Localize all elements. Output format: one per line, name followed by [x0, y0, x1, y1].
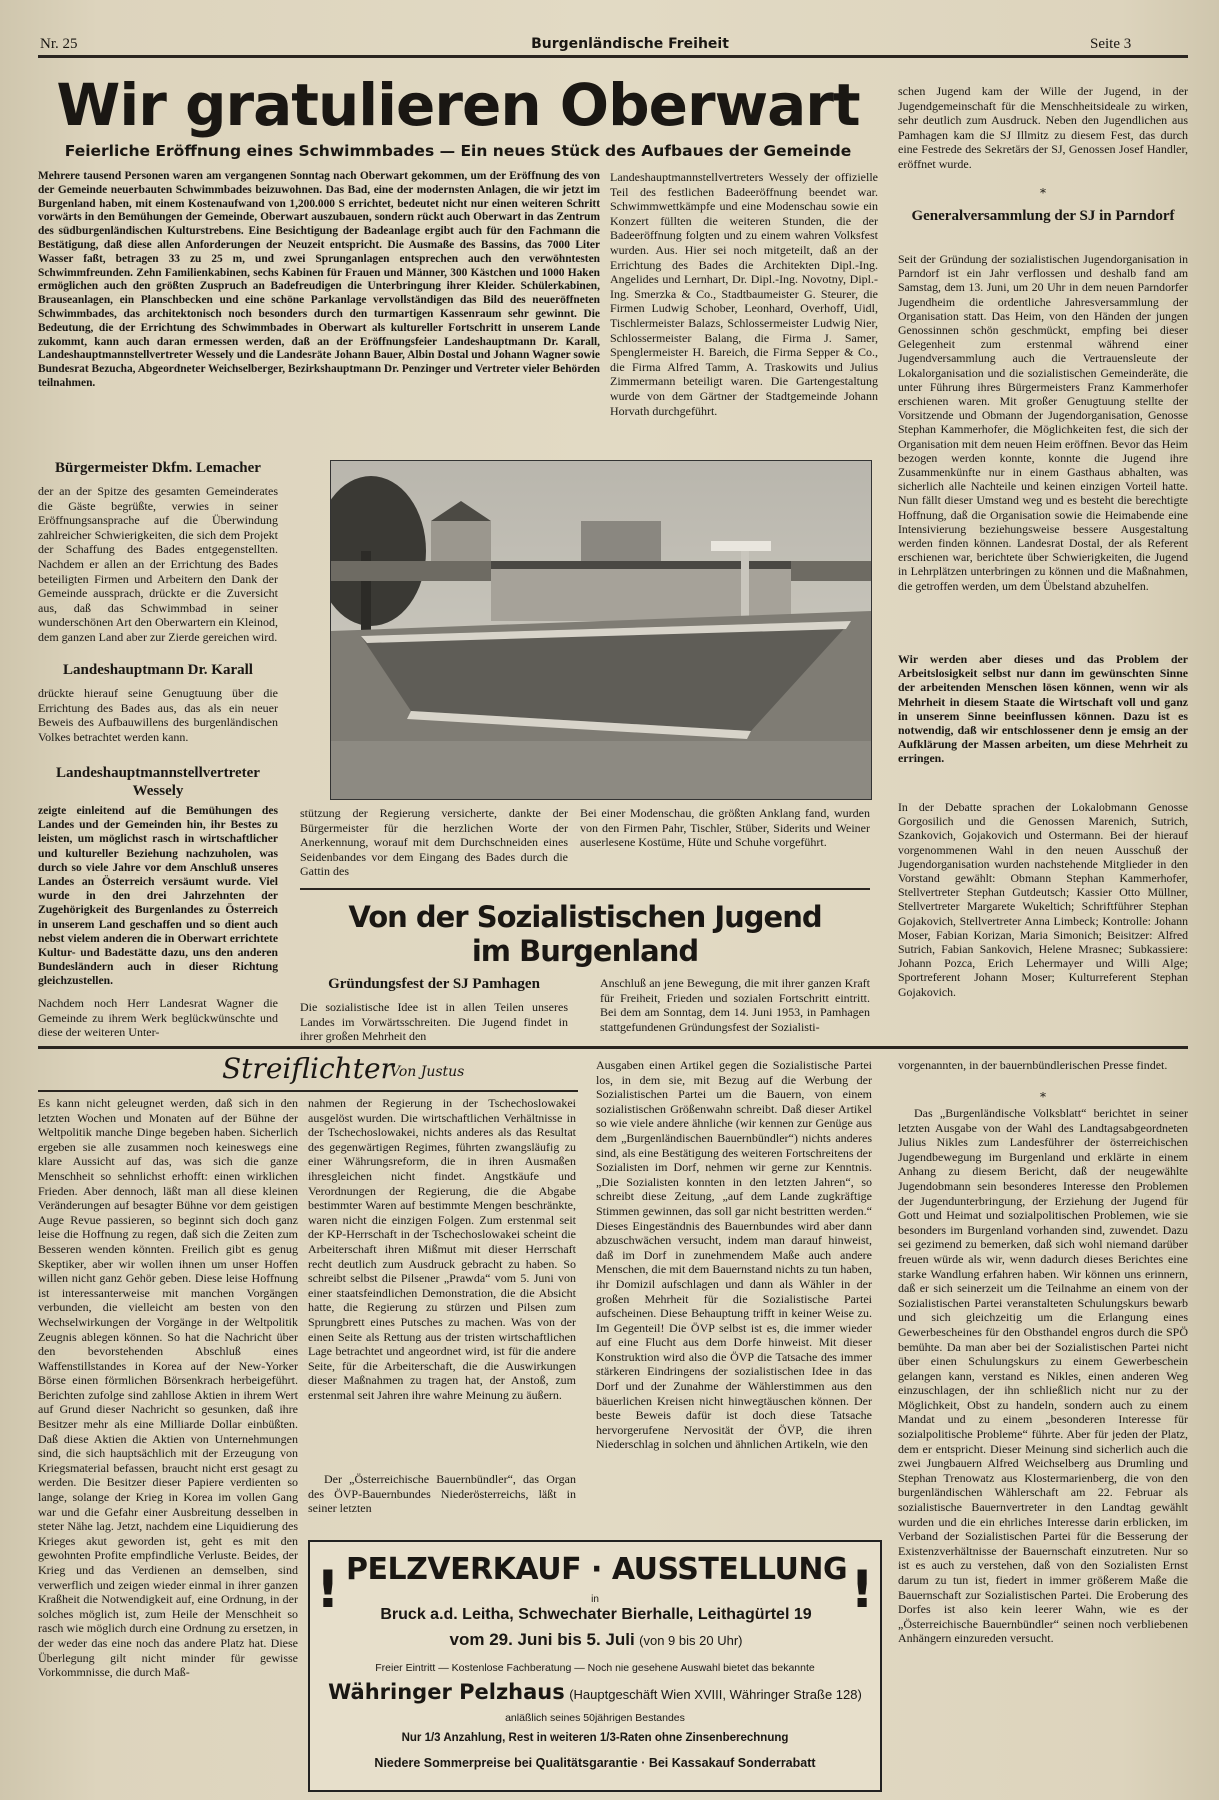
text-deputy: zeigte einleitend auf die Bemühungen des Landes und der Gemeinden hin, ihr Bestes zu leisten, um möglichst rasch in wirtschaftlicher und kultureller Beziehung nachzuholen, was durch so viele Jahre vor dem Anschluß unseres Landes an Österreich versäumt wurde. Viel wurde in den drei Jahrzehnten der Zugehörigkeit des Burgenlandes zu Österreich in unserem Land geschaffen und so dient auch nebst vielem anderen die in Oberwart errichtete Kultur- und Badestätte dazu, uns den anderen Bundesländern auch in dieser Richtung gleichzustellen.	[38, 804, 278, 988]
column-text-3: Ausgaben einen Artikel gegen die Sozialistische Partei los, in dem sie, mit Bezug auf die Werbung der Sozialistischen Partei um die Bauern, von einem sozialistischen Größenwahn schreibt. Daß dieser Artikel so wie viele andere ähnliche (wir kennen zur Genüge aus dem „Burgenländischen Bauernbündler“) nichts anderes sind, als eine Bestätigung des weiteren Fortschreitens der Sozialisten im Dorf, nehmen wir gerne zur Kenntnis. „Die Sozialisten konnten in den letzten Jahren“, so schreibt diese Zeitung, „auf dem Lande zugkräftige Stimmen gewinnen, das soll gar nicht bestritten werden.“ Dieses Eingeständnis des Bauernbundes wird aber dann abzuschwächen versucht, indem man darauf hinweist, daß im Dorf in zunehmendem Maße auch andere Menschen, die mit dem Bauernstand nichts zu tun haben, ihr Domizil aufschlagen und dann als Wähler in der großen Mehrheit für die Sozialistische Partei aufscheinen. Diese Behauptung trifft in keiner Weise zu. Im Gegenteil! Die ÖVP selbst ist es, die immer wieder auf eine Flucht aus dem Dorfe hinweist. Mit dieser Konstruktion wird also die ÖVP die Tatsache des immer stärkeren Eindringens der sozialistischen Idee in das Dorf und der Zunahme der Wählerstimmen aus den bäuerlichen Kreisen nicht hinwegtäuschen können. Der beste Beweis dafür ist doch diese Tatsache hervorgerufene Nervosität der ÖVP, die ihren Niederschlag in solchen und ähnlichen Artikeln, wie den	[596, 1058, 872, 1452]
column-title: Streiflichter	[222, 1052, 394, 1085]
article-headline: Wir gratulieren Oberwart	[56, 71, 860, 139]
ad-exclaim-right: !	[850, 1560, 874, 1620]
text-mayor: der an der Spitze des gesamten Gemeinderates die Gäste begrüßte, verwies in seiner Eröffnungsansprache auf die Überwindung zahlreicher Schwierigkeiten, die sich dem Projekt der Schaffung des Bades entgegenstellten. Nachdem er allen an der Errichtung des Bades beteiligten Firmen und Arbeitern den Dank der Gemeinde aussprach, drückte er die Zuversicht aus, daß das Schwimmbad in seiner wunderschönen Art den Oberwartern ein Kleinod, dem ganzen Land aber zur Zierde gereichen wird.	[38, 484, 278, 644]
subhead-mayor: Bürgermeister Dkfm. Lemacher	[55, 460, 261, 476]
article2-subhead: Gründungsfest der SJ Pamhagen	[328, 976, 540, 992]
masthead-title: Burgenländische Freiheit	[531, 36, 729, 52]
article2-headline-line1: Von der Sozialistischen Jugend	[348, 900, 822, 934]
ad-anniversary: anläßlich seines 50jährigen Bestandes	[505, 1712, 685, 1724]
text-under-photo-left: stützung der Regierung versicherte, dankte der Bürgermeister für die herzlichen Worte der Anerkennung, worauf mit dem Durchschneiden eines Seidenbandes vor dem Eingang des Bades durch die Gattin des	[300, 806, 568, 879]
article-col2-text: Landeshauptmannstellvertreters Wessely der offizielle Teil des festlichen Badeeröffnung beendet war. Schwimmwettkämpfe und eine Modenschau sowie ein Konzert füllten die weiteren Stunden, die der Badeeröffnung folgten und zu einem wahren Volksfest wurden. Aus. Hier sei noch mitgeteilt, daß an der Errichtung des Bades die Architekten Dipl.-Ing. Angelides und Lernhart, Dr. Dipl.-Ing. Novotny, Dipl.-Ing. Smerzka & Co., Stadtbaumeister G. Steurer, die Firmen Ludwig Schober, Leonhard, Overhoff, Uidl, Tischlermeister Balazs, Schlossermeister Ludwig Nier, Schlossermeister Balang, die Firma J. Samer, Spenglermeister H. Bareich, die Firma Sepper & Co., die Firma Alfred Tamm, A. Traskowits und Julius Zimmermann beteiligt waren. Die Gartengestaltung wurde von dem Gärtner der Stadtgemeinde Johann Horvath durchgeführt.	[610, 170, 878, 418]
article-lead: Mehrere tausend Personen waren am vergangenen Sonntag nach Oberwart gekommen, um der Eröffnung des von der Gemeinde neuerbauten Schwimmbades beizuwohnen. Das Bad, eine der modernsten Anlagen, die wir jetzt im Burgenland haben, mit einem Kostenaufwand von 1,200.000 S errichtet, bedeutet nicht nur einen weiteren Schritt vorwärts in den Bemühungen der Gemeinde, Oberwart auszubauen, sondern rückt auch Oberwart in das Zentrum des südburgenländischen Kulturstrebens. Eine Besichtigung der Badeanlage ergibt auch für den Fachmann die Bestätigung, daß diese allen Anforderungen der Neuzeit entspricht. Die Ausmaße des Bassins, das 7000 Liter Wasser faßt, betragen 33 zu 25 m, und zwei Sprunganlagen entsprechen auch den verwöhntesten Schwimmfreunden. Zehn Familienkabinen, sechs Kabinen für Frauen und Männer, 300 Kästchen und 1000 Haken ermöglichen auch den größten Zuspruch an Badefreudigen die Unterbringung ihrer Kleider. Schülerkabinen, Brauseanlagen, ein Planschbecken und eine schöne Parkanlage vervollständigen das Bild des neueröffneten Schwimmbades, das architektonisch noch besonders durch den turmartigen Kassenraum sehr gewinnt. Die Bedeutung, die der Errichtung des Schwimmbades in Oberwart als kultureller Fortschritt in unserem Lande zukommt, kann auch daran ermessen werden, daß an der Eröffnungsfeier Landeshauptmann Dr. Karall, Landeshauptmannstellvertreter Wessely und die Landesräte Johann Bauer, Albin Dostal und Johann Wagner sowie Bundesrat Bezucha, Abgeordneter Weichselberger, Bezirkshauptmann Dr. Penzinger und Vertreter vieler Behörden teilnahmen.	[38, 170, 600, 389]
text-deputy-end: Nachdem noch Herr Landesrat Wagner die Gemeinde zu ihrem Werk beglückwünschte und diese der weiteren Unter-	[38, 996, 278, 1040]
ad-payment: Nur 1/3 Anzahlung, Rest in weiteren 1/3-Raten ohne Zinsenberechnung	[401, 1732, 789, 1744]
column-text-4b: Das „Burgenländische Volksblatt“ berichtet in seiner letzten Ausgabe von der Wahl des Landtagsabgeordneten Julius Nikles zum Landesführer der österreichischen Jugendbewegung im Burgenland und erklärte in einem Anhang zu diesem Bericht, daß der neugewählte Jugendobmann sein besonderes Interesse den Problemen der Jugendunterbringung, der Erziehung der Jugend für Gott und Heimat und sozialpolitischen Problemen, wie sie besonders im Burgenland vorhanden sind, zuwendet. Dazu sei gezimend zu bemerken, daß sich wohl niemand darüber freuen würde als wir, wenn dadurch dieses Berichtes eine starke Wandlung erfahren haben. Wir können uns erinnern, daß er sich seinerzeit um die Teilnahme an einem von der Sozialistischen Partei veranstalteten Schulungskurs bewarb und sich gleichzeitig um die Erlangung eines Gewerbescheines für den Obsthandel engros durch die SPÖ bemühte. Da man aber bei der Sozialistischen Partei nicht über einen Schulungskurs zu einem Gewerbeschein gelangen kann, verstand es Nikles, einen anderen Weg einzuschlagen, der ihn schließlich nicht nur zu der Möglichkeit, Obst zu handeln, sondern auch zu einem Mandat und zu einem „besonderen Interesse für sozialpolitische Probleme“ führte. Aber für jeden der Platz, dem er entspricht. Dieser Meinung sind sicherlich auch die zwei Jungbauern Alfred Weichselberg aus Drumling und Stephan Trenowatz aus Klostermarienberg, die von den burgenländischen Wählerschaft am 22. Februar als sozialistische Bauernvertreter in den Landtag gewählt wurden und die ein ehrliches Interesse darin erblicken, im Verband der Sozialistischen Partei für die Besserung der Existenzverhältnisse der Bauernschaft einzutreten. Nur so ist es auch zu verstehen, daß von den Sozialisten Ernst darum zu tun ist, fiedert in immer größerem Maße die Bauernschaft zur Sozialistischen Partei. Die Eroberung des Dorfes ist also kein leerer Wahn, wie es der „Österreichische Bauernbündler“ seinen noch verbliebenen Anhängern einzureden versucht.	[898, 1106, 1188, 1646]
rightcol-separator: *	[1040, 186, 1046, 200]
rightcol-bold-text: Wir werden aber dieses und das Problem der Arbeitslosigkeit selbst nur dann im gewünschten Sinne der arbeitenden Menschen lösen können, wenn wir als Mehrheit in diesem Staate die Wirtschaft voll und ganz in unserem Sinne beeinflussen können. Dazu ist es notwendig, daß wir entschlossener denn je emsig an der Aufklärung der Massen arbeiten, um diese Mehrheit zu erringen.	[898, 652, 1188, 766]
ad-company-name: Währinger Pelzhaus	[328, 1680, 565, 1704]
article2-text-b: Anschluß an jene Bewegung, die mit ihrer ganzen Kraft für Freiheit, Frieden und sozialen Fortschritt eintritt. Bei dem am Sonntag, dem 14. Juni 1953, in Pamhagen stattgefundenen Gründungsfest der Sozialisti-	[600, 976, 870, 1034]
subhead-deputy: Landeshauptmannstellvertreter Wessely	[56, 765, 260, 799]
ad-info: Freier Eintritt — Kostenlose Fachberatung — Noch nie gesehene Auswahl bietet das bekannte	[375, 1662, 815, 1674]
column-text-1: Es kann nicht geleugnet werden, daß sich in den letzten Wochen und Monaten auf der Bühne der Weltpolitik manche Dinge begeben haben. Sicherlich ergeben sie alle zusammen noch keineswegs eine klare Aussicht auf das, was sich die ganze Menschheit so sehnlichst erhofft: einen wirklichen Frieden. Aber dennoch, läßt man all diese kleinen Veränderungen auf besagter Bühne vor dem geistigen Auge Revue passieren, so beginnt sich doch ganz leise die Hoffnung zu regen, daß sich die Zeiten zum Besseren wenden könnten. Freilich gibt es genug Skeptiker, aber wir wollen ihnen um unser Hoffen willen nicht ganz Gehör geben. Diese leise Hoffnung ist interessanterweise mit manchen Vorgängen verbunden, die vielleicht am besten von den Wechselwirkungen der Vorgänge in der Weltpolitik Zeugnis ablegen können. So hat die Nachricht über den bevorstehenden Abschluß eines Waffenstillstandes in Korea auf der New-Yorker Börse einen förmlichen Börsenkrach herbeigeführt. Berichten zufolge sind zahllose Aktien in ihrem Wert auf Grund dieser Nachricht so gesunken, daß ihre Besitzer mehr als eine Milliarde Dollar einbüßten. Daß diese Aktien die Aktien von Unternehmungen sind, die sich hauptsächlich mit der Erzeugung von Kriegsmaterial befassen, braucht nicht erst gesagt zu werden. Die Besitzer dieser Papiere verdienten so lange, solange der Krieg in Korea im vollen Gang war und die Gefahr einer Ausbreitung desselben in steter Nähe lag. Jetzt, nachdem eine Liquidierung des Krieges akut geworden ist, geht es mit den gewohnten Profite empfindliche Verluste. Beides, der Krieg und das Verdienen an demselben, sind verwerflich und zeigen wieder einmal in ihrer ganzen Kraßheit die Notwendigkeit auf, eine Ordnung, in der solches möglich ist, zum Heile der Menschheit so rasch wie möglich durch eine Ordnung zu ersetzen, in der weder das eine noch das andere Platz hat. Diese Überlegung gilt nicht minder für gewisse Vorkommnisse, die durch Maß-	[38, 1096, 298, 1680]
column-text-2: nahmen der Regierung in der Tschechoslowakei ausgelöst wurden. Die wirtschaftlichen Verhältnisse in der Tschechoslowakei, nichts anderes als das Resultat des gegenwärtigen Regimes, führten zwangsläufig zu einer Währungsreform, die in ihren Ausmaßen ihresgleichen nicht findet. Angstkäufe und Verordnungen der Regierung, die die Abgabe bestimmter Waren auf bestimmte Mengen beschränkte, waren nicht die einzigen Folgen. Zum erstenmal seit der KP-Herrschaft in der Tschechoslowakei scheint die Arbeiterschaft ihren Mißmut mit dieser Herrschaft recht deutlich zum Ausdruck gebracht zu haben. So schreibt selbst die Pilsener „Prawda“ vom 5. Juni von einer staatsfeindlichen Demonstration, die die Absicht hatte, die Regierung zu stürzen und Pilsen zum Sprungbrett eines Putsches zu machen. Was von der einen Seite als Rettung aus der tristen wirtschaftlichen Lage betrachtet und angeordnet wird, ist für die andere Seite, für die Arbeiterschaft, die die Auswirkungen dieser Maßnahmen zu tragen hat, der Anstoß, zum erstenmal seit Jahren ihre wahre Meinung zu äußern.	[308, 1096, 576, 1402]
subhead-governor: Landeshauptmann Dr. Karall	[63, 662, 253, 678]
page-number-left: Nr. 25	[40, 36, 78, 52]
text-under-photo-right: Bei einer Modenschau, die größten Anklang fand, wurden von den Firmen Pahr, Tischler, Stüber, Siderits und Weiner auserlesene Kostüme, Hüte und Schuhe vorgeführt.	[580, 806, 870, 850]
ad-date-range: vom 29. Juni bis 5. Juli	[449, 1630, 635, 1649]
text-governor: drückte hierauf seine Genugtuung über die Errichtung des Bades aus, das als ein neuer Beweis des Aufbauwillens des burgenländischen Volkes betrachtet werden kann.	[38, 686, 278, 744]
ad-in: in	[591, 1594, 599, 1605]
column-byline: Von Justus	[390, 1064, 465, 1080]
column-separator: *	[1040, 1090, 1046, 1104]
article2-text-a: Die sozialistische Idee ist in allen Teilen unseres Landes im Vorwärtsschreiten. Die Jugend findet in ihrer großen Mehrheit den	[300, 1000, 568, 1044]
rightcol-headline: Generalversammlung der SJ in Parndorf	[911, 208, 1175, 224]
fur-sale-ad	[308, 1540, 882, 1792]
ad-company	[320, 1680, 870, 1704]
column-text-4: vorgenannten, in der bauernbündlerischen Presse findet.	[898, 1058, 1168, 1072]
main-rule	[38, 1046, 1188, 1049]
ad-title: PELZVERKAUF · AUSSTELLUNG	[346, 1552, 848, 1587]
article2-headline-line2: im Burgenland	[471, 934, 699, 968]
column-title-rule	[38, 1090, 578, 1092]
column-text-2b: Der „Österreichische Bauernbündler“, das Organ des ÖVP-Bauernbundes Niederösterreichs, läßt in seiner letzten	[308, 1472, 576, 1516]
ad-exclaim-left: !	[316, 1560, 340, 1620]
ad-hours: (von 9 bis 20 Uhr)	[639, 1633, 743, 1648]
page-number-right: Seite 3	[1090, 36, 1132, 52]
pool-photo-image	[331, 461, 871, 799]
ad-company-address: (Hauptgeschäft Wien XVIII, Währinger Straße 128)	[569, 1687, 862, 1702]
article-subheadline: Feierliche Eröffnung eines Schwimmbades — Ein neues Stück des Aufbaues der Gemeinde	[64, 142, 852, 160]
ad-dates	[346, 1630, 846, 1650]
rightcol-top-text: schen Jugend kam der Wille der Jugend, in der Jugendgemeinschaft für die Menschheitsideale zu wirken, sehr deutlich zum Ausdruck. Neben den Jugendlichen aus Pamhagen kam die SJ Illmitz zu diesem Fest, das durch eine Festrede des Sekretärs der SJ, Genossen Josef Handler, eröffnet wurde.	[898, 84, 1188, 171]
section-rule	[300, 888, 870, 890]
ad-location: Bruck a.d. Leitha, Schwechater Bierhalle, Leithagürtel 19	[380, 1606, 812, 1623]
ad-prices: Niedere Sommerpreise bei Qualitätsgarantie · Bei Kassakauf Sonderrabatt	[374, 1756, 816, 1770]
swimming-pool-photo	[330, 460, 872, 800]
rightcol-tail: In der Debatte sprachen der Lokalobmann Genosse Gorgosilich und die Genossen Marenich, Sutrich, Szankovich, Gojakovich und Ostermann. Bei der hierauf vorgenommenen Wahl in den neuen Ausschuß der Jugendorganisation wurden nachstehende Mitglieder in den Vorstand gewählt: Obmann Stephan Kammerhofer, Stellvertreter Stephan Gutdeutsch; Kassier Otto Müllner, Stellvertreter Margarete Wukeltich; Schriftführer Stephan Gojakovich, Stellvertreter Anna Limbeck; Kontrolle: Johann Moser, Fabian Korizan, Maria Simonich; Beisitzer: Alfred Sutrich, Fabian Sankovich, Helene Mrasnec; Subkassiere: Johann Pozca, Erich Lehermayer und Willi Alge; Sportreferent Johann Moser; Kulturreferent Stephan Gojakovich.	[898, 800, 1188, 999]
header-rule	[38, 55, 1188, 58]
rightcol-body: Seit der Gründung der sozialistischen Jugendorganisation in Parndorf ist ein Jahr verflossen und deshalb fand am Samstag, dem 13. Juni, um 20 Uhr in dem neuen Parndorfer Jugendheim die ordentliche Jahresversammlung der Organisation statt. Das Heim, von den Händen der jungen Genossinnen schön geschmückt, empfing bei dieser Gelegenheit zum erstenmal während einer Jugendversammlung auch die Vertrauensleute der Lokalorganisation und die sozialistischen Gemeinderäte, die unter Führung ihres Bürgermeisters Franz Kammerhofer erschienen waren. Mit großer Genugtuung stellte der Vorsitzende und Obmann der Jugendorganisation, Genosse Stephan Kammerhofer, die Möglichkeiten fest, die sich der Organisation mit dem neuen Heim eröffnen. Bevor das Heim bezogen werden konnte, konnte die Jugend ihre Zusammenkünfte nur in einem Gasthaus abhalten, was sicherlich alle Nachteile und keinen einzigen Vorteil hatte. Nun fällt dieser Umstand weg und es besteht die berechtigte Hoffnung, daß die Organisation sowie die Heimabende eine Intensivierung beziehungsweise bessere Ausgestaltung werden finden können. Landesrat Dostal, der als Referent erschienen war, berichtete über Schwierigkeiten, die Jugend in Lehrplätzen unterbringen zu können und die Maßnahmen, die getroffen werden, um dem Übelstand abzuhelfen.	[898, 252, 1188, 593]
